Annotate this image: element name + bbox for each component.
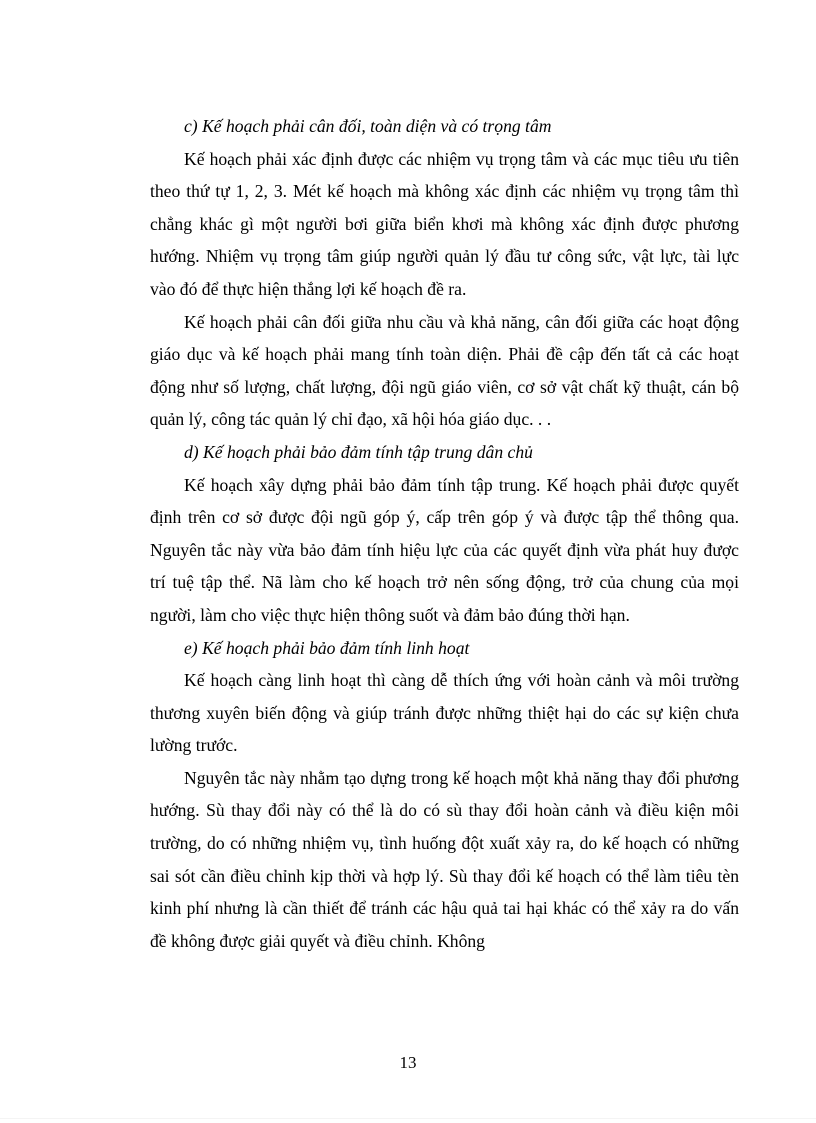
section-heading-d: d) Kế hoạch phải bảo đảm tính tập trung dân chủ (184, 441, 533, 462)
section-heading-c: c) Kế hoạch phải cân đối, toàn diện và có trọng tâm (184, 116, 552, 136)
body-paragraph: Kế hoạch phải xác định được các nhiệm vụ trọng tâm và các mục tiêu ưu tiên theo thứ tự 1, 2, 3. Mét kế hoạch mà không xác định các nhiệm vụ trọng tâm thì chẳng khác gì một người bơi giữa biển khơi mà không xác định được phương hướng. Nhiệm vụ trọng tâm giúp người quản lý đầu tư công sức, vật lực, tài lực vào đó để thực hiện thắng lợi kế hoạch đề ra. (150, 148, 739, 299)
body-paragraph: Nguyên tắc này nhằm tạo dựng trong kế hoạch một khả năng thay đổi phương hướng. Sù thay đổi này có thể là do có sù thay đổi hoàn cảnh và điều kiện môi trường, do có những nhiệm vụ, tình huống đột xuất xảy ra, do kế hoạch có những sai sót cần điều chỉnh kịp thời và hợp lý. Sù thay đổi kế hoạch có thể làm tiêu tèn kinh phí nhưng là cần thiết để tránh các hậu quả tai hại khác có thể xảy ra do vấn đề không được giải quyết và điều chỉnh. Không (150, 767, 739, 951)
section-heading-e: e) Kế hoạch phải bảo đảm tính linh hoạt (184, 637, 470, 658)
page-number: 13 (399, 1053, 417, 1072)
body-paragraph: Kế hoạch phải cân đối giữa nhu cầu và khả năng, cân đối giữa các hoạt động giáo dục và kế hoạch phải mang tính toàn diện. Phải đề cập đến tất cả các hoạt động như số lượng, chất lượng, đội ngũ giáo viên, cơ sở vật chất kỹ thuật, cán bộ quản lý, công tác quản lý chỉ đạo, xã hội hóa giáo dục. . . (150, 311, 739, 430)
body-paragraph: Kế hoạch xây dựng phải bảo đảm tính tập trung. Kế hoạch phải được quyết định trên cơ sở được đội ngũ góp ý, cấp trên góp ý và được tập thể thông qua. Nguyên tắc này vừa bảo đảm tính hiệu lực của các quyết định vừa phát huy được trí tuệ tập thể. Nã làm cho kế hoạch trở nên sống động, trở của chung của mọi người, làm cho việc thực hiện thông suốt và đảm bảo đúng thời hạn. (150, 474, 739, 625)
page-bottom-divider (0, 1118, 816, 1119)
body-paragraph: Kế hoạch càng linh hoạt thì càng dễ thích ứng với hoàn cảnh và môi trường thương xuyên biến động và giúp tránh được những thiệt hại do các sự kiện chưa lường trước. (150, 670, 739, 756)
document-body (150, 110, 739, 957)
